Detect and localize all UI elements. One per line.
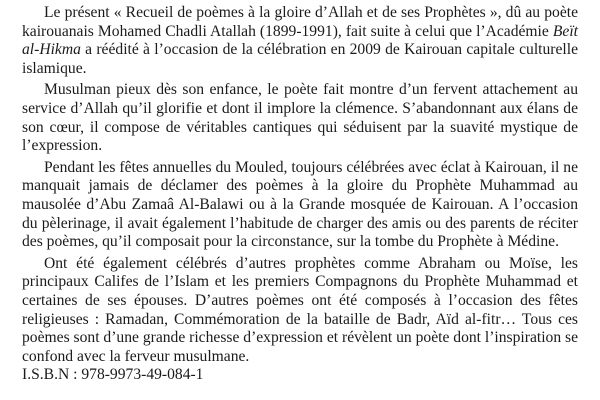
paragraph-piety-text: Musulman pieux dès son enfance, le poète fait montre d’un fervent attachement au service d’Allah qu’il glorifie et dont il implore la clémence. S’abandonnant aux élans de son cœur, il compose de véritables cantiques qui séduisent par la suavité mystique de l’expression. — [22, 81, 578, 155]
paragraph-prophets-text: Ont été également célébrés d’autres prophètes comme Abraham ou Moïse, les principaux Califes de l’Islam et les premiers Compagnons du Prophète Muhammad et certaines de ses épouses. D’autres poèmes ont été composés à l’occasion des fêtes religieuses : Ramadan, Commémoration de la bataille de Badr, Aïd al-fitr… Tous ces poèmes sont d’une grande richesse d’expression et révèlent un poète dont l’inspiration se confond avec la ferveur musulmane. — [22, 254, 579, 365]
paragraph-mouled-text: Pendant les fêtes annuelles du Mouled, toujours célébrées avec éclat à Kairouan, il ne manquait jamais de déclamer des poèmes à la gloire du Prophète Muhammad au mausolée d’Abu Zamaâ Al-Balawi ou à la Grande mosquée de Kairouan. A l’occasion du pèlerinage, il avait également l’habitude de charger des amis ou des parents de réciter des poèmes, qu’il composait pour la circonstance, sur la tombe du Prophète à Médine. — [22, 158, 578, 251]
paragraph-piety — [22, 81, 578, 155]
paragraph-intro-text-1: Le présent « Recueil de poèmes à la gloire d’Allah et de ses Prophètes », dû au poète kairouanais Mohamed Chadli Atallah (1899-1991), fait suite à celui que l’Académie — [22, 4, 578, 40]
paragraph-intro-text-2: a réédité à l’occasion de la célébration en 2009 de Kairouan capitale culturelle islamique. — [22, 41, 578, 77]
document-page — [22, 4, 578, 385]
paragraph-prophets — [22, 255, 578, 367]
isbn-line: I.S.B.N : 978-9973-49-084-1 — [22, 366, 204, 384]
academy-name: Beït al-Hikma — [22, 22, 578, 59]
paragraph-mouled — [22, 159, 578, 252]
paragraph-intro — [22, 4, 578, 78]
